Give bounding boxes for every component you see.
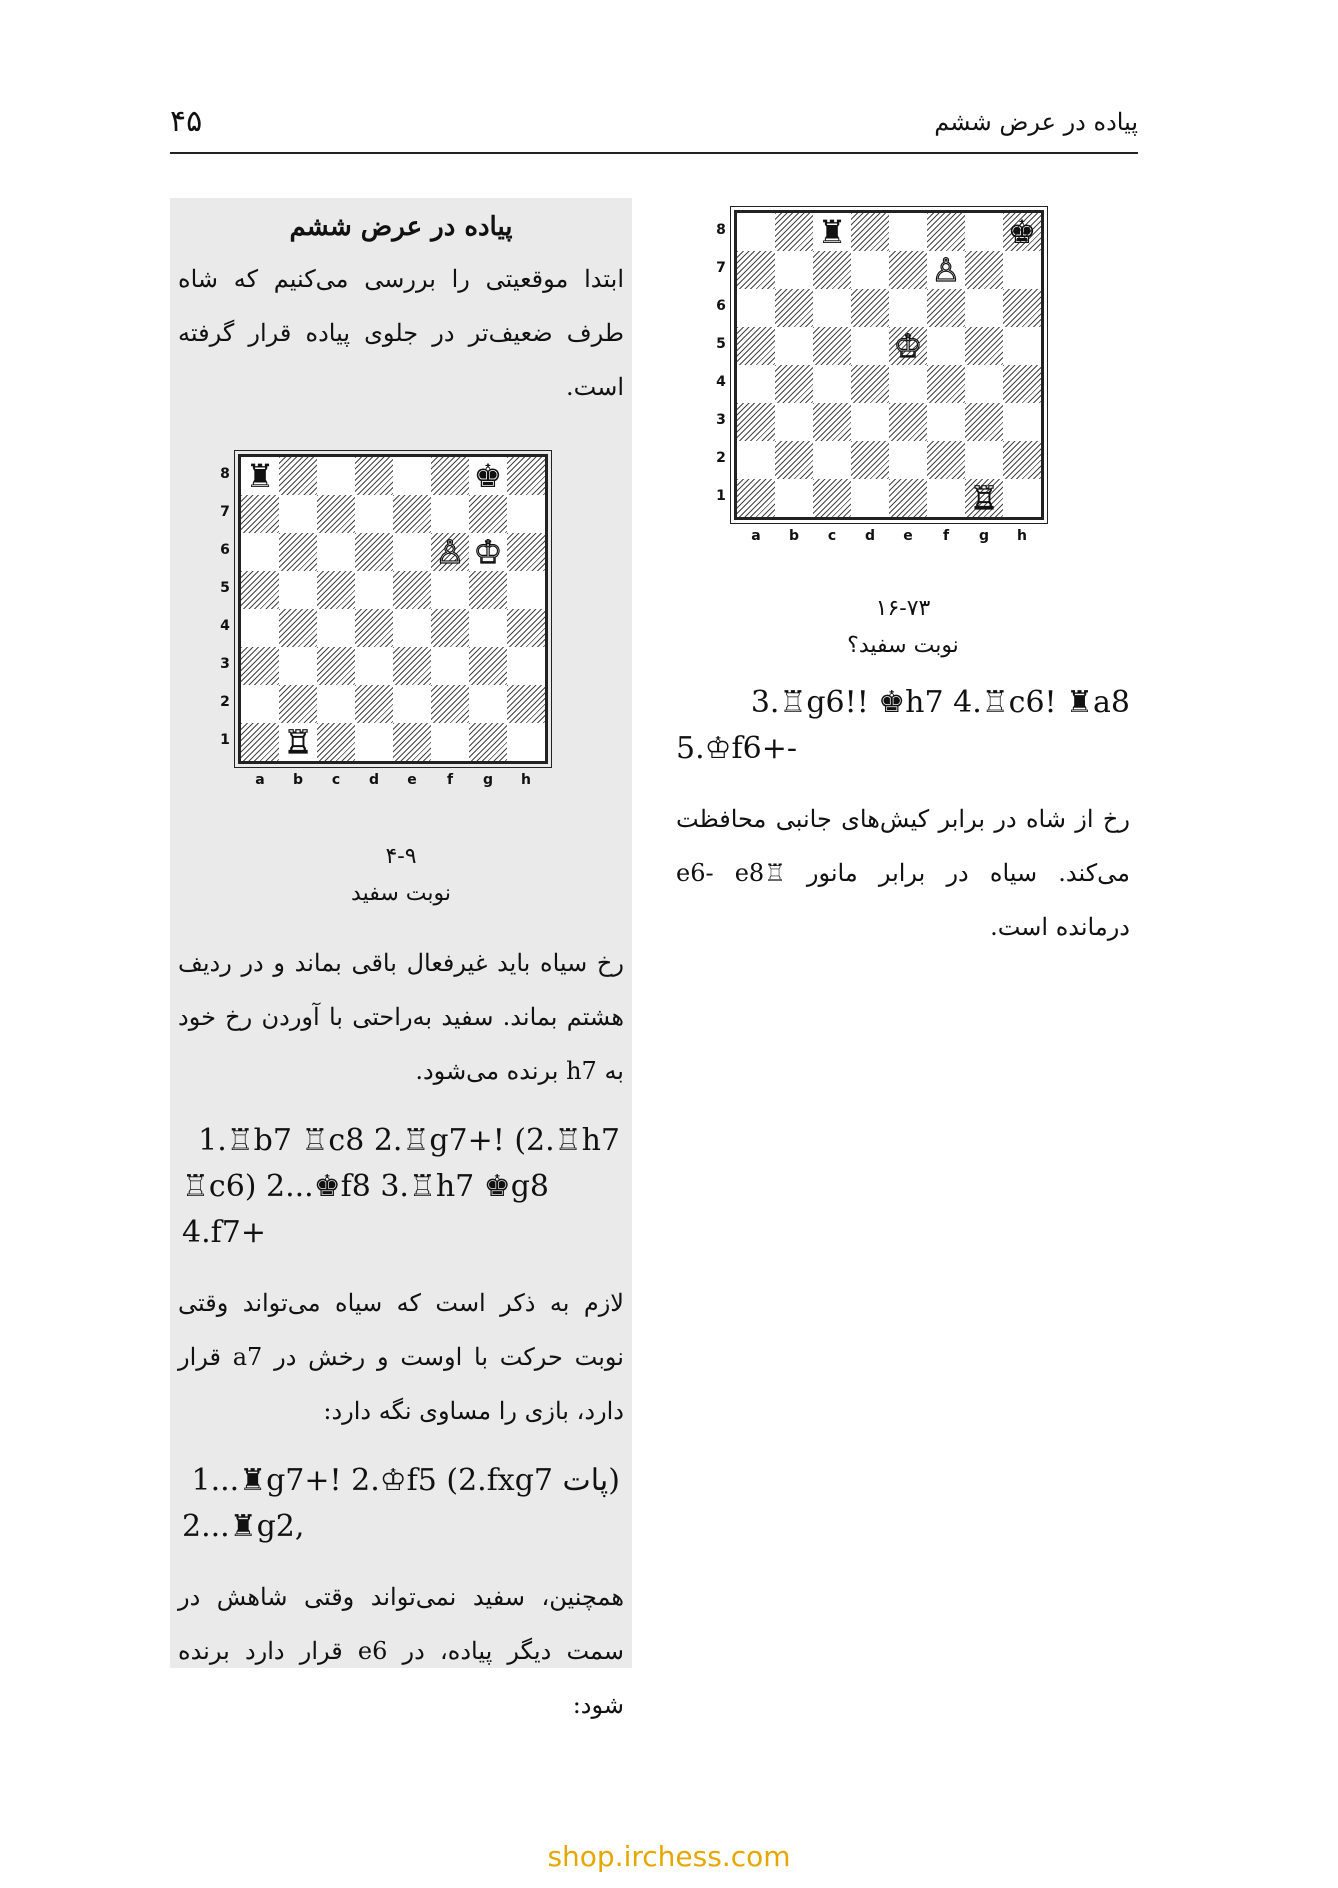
right-board-square-c2 bbox=[813, 441, 851, 479]
left-board-square-g7 bbox=[469, 495, 507, 533]
right-board-file-label: d bbox=[864, 528, 876, 544]
right-board-square-a6 bbox=[737, 289, 775, 327]
right-board-square-h1 bbox=[1003, 479, 1041, 517]
left-board-square-f5 bbox=[431, 571, 469, 609]
left-board-file-label: e bbox=[407, 772, 417, 788]
left-board-square-a6 bbox=[241, 533, 279, 571]
left-board-rank-label: 4 bbox=[220, 618, 230, 634]
right-board-square-c1 bbox=[813, 479, 851, 517]
left-board-square-c8 bbox=[317, 457, 355, 495]
right-column bbox=[668, 198, 1138, 954]
right-board-square-b5 bbox=[775, 327, 813, 365]
left-board-square-g5 bbox=[469, 571, 507, 609]
left-board-rank-label: 7 bbox=[220, 504, 230, 520]
diagram-left-number: ۴-۹ bbox=[385, 844, 417, 869]
right-board-square-a1 bbox=[737, 479, 775, 517]
right-board-rank-label: 7 bbox=[716, 260, 726, 276]
left-board-grid bbox=[238, 454, 548, 764]
right-board-square-b3 bbox=[775, 403, 813, 441]
right-board-square-f3 bbox=[927, 403, 965, 441]
right-board-square-e2 bbox=[889, 441, 927, 479]
left-board-square-b5 bbox=[279, 571, 317, 609]
left-board-square-d8 bbox=[355, 457, 393, 495]
right-board-square-h7 bbox=[1003, 251, 1041, 289]
right-board-square-c4 bbox=[813, 365, 851, 403]
right-board-rank-label: 3 bbox=[716, 412, 726, 428]
right-board-piece-white-e5: ♔ bbox=[893, 327, 923, 365]
right-board-square-f4 bbox=[927, 365, 965, 403]
left-board-rank-label: 2 bbox=[220, 694, 230, 710]
left-board-square-d1 bbox=[355, 723, 393, 761]
right-board-square-e7 bbox=[889, 251, 927, 289]
left-board-file-label: b bbox=[292, 772, 304, 788]
right-board-rank-label: 1 bbox=[716, 488, 726, 504]
left-board-file-label: g bbox=[482, 772, 494, 788]
left-board-rank-label: 5 bbox=[220, 580, 230, 596]
left-board-square-f7 bbox=[431, 495, 469, 533]
right-board-square-b2 bbox=[775, 441, 813, 479]
right-board-file-label: g bbox=[978, 528, 990, 544]
right-board-square-a2 bbox=[737, 441, 775, 479]
left-board-square-b4 bbox=[279, 609, 317, 647]
left-column bbox=[170, 198, 632, 1719]
left-board-square-c4 bbox=[317, 609, 355, 647]
section-title: پیاده در عرض ششم bbox=[289, 212, 513, 242]
right-board-square-h2 bbox=[1003, 441, 1041, 479]
left-board-square-a4 bbox=[241, 609, 279, 647]
left-board-square-a7 bbox=[241, 495, 279, 533]
moves-1-line-1: 1.♖b7 ♖c8 2.♖g7+! (2.♖h7 bbox=[198, 1123, 620, 1158]
left-board-square-g1 bbox=[469, 723, 507, 761]
left-board-square-c6 bbox=[317, 533, 355, 571]
moves-block-right bbox=[676, 680, 1130, 772]
right-board-square-e6 bbox=[889, 289, 927, 327]
left-board-file-label: d bbox=[368, 772, 380, 788]
left-board-square-f4 bbox=[431, 609, 469, 647]
right-board-square-a7 bbox=[737, 251, 775, 289]
right-board-square-b1 bbox=[775, 479, 813, 517]
left-board-square-f1 bbox=[431, 723, 469, 761]
moves-right-line-1: 3.♖g6!! ♚h7 4.♖c6! ♜a8 bbox=[750, 685, 1130, 720]
left-board-square-c7 bbox=[317, 495, 355, 533]
right-board-square-f8 bbox=[927, 213, 965, 251]
right-board-file-label: e bbox=[903, 528, 913, 544]
left-board-square-f8 bbox=[431, 457, 469, 495]
diagram-right-number: ۱۶-۷۳ bbox=[875, 596, 931, 621]
left-board-square-d7 bbox=[355, 495, 393, 533]
right-board-grid bbox=[734, 210, 1044, 520]
left-board-square-h7 bbox=[507, 495, 545, 533]
right-board-square-h3 bbox=[1003, 403, 1041, 441]
left-board-rank-label: 8 bbox=[220, 466, 230, 482]
paragraph-1: رخ سیاه باید غیرفعال باقی بماند و در ردیف هشتم بماند. سفید به‌راحتی با آوردن رخ خود به h7 برنده می‌شود. bbox=[178, 949, 624, 1085]
left-board-square-b6 bbox=[279, 533, 317, 571]
left-board-square-a3 bbox=[241, 647, 279, 685]
left-board-file-label: c bbox=[331, 772, 341, 788]
left-board-square-e4 bbox=[393, 609, 431, 647]
moves-2-line-1: 1...♜g7+! 2.♔f5 (2.fxg7 پات) bbox=[191, 1463, 620, 1498]
left-board-square-h4 bbox=[507, 609, 545, 647]
footer-site: shop.irchess.com bbox=[547, 1840, 791, 1873]
right-board-square-g3 bbox=[965, 403, 1003, 441]
right-board-square-d1 bbox=[851, 479, 889, 517]
right-board-piece-black-c8: ♜ bbox=[817, 213, 847, 251]
intro-paragraph: ابتدا موقعیتی را بررسی می‌کنیم که شاه طرف ضعیف‌تر در جلوی پیاده قرار گرفته است. bbox=[178, 265, 624, 401]
left-board-square-d2 bbox=[355, 685, 393, 723]
left-board-square-b7 bbox=[279, 495, 317, 533]
right-board-square-d6 bbox=[851, 289, 889, 327]
right-board-square-g2 bbox=[965, 441, 1003, 479]
right-board-piece-white-f7: ♙ bbox=[931, 251, 961, 289]
left-board-square-c3 bbox=[317, 647, 355, 685]
moves-block-1 bbox=[182, 1118, 620, 1256]
right-board-square-f6 bbox=[927, 289, 965, 327]
right-board-square-d5 bbox=[851, 327, 889, 365]
left-board-square-a2 bbox=[241, 685, 279, 723]
left-board-square-f3 bbox=[431, 647, 469, 685]
diagram-left bbox=[170, 454, 632, 844]
left-board-square-g3 bbox=[469, 647, 507, 685]
left-board-square-b3 bbox=[279, 647, 317, 685]
right-board-square-b8 bbox=[775, 213, 813, 251]
right-board-square-h4 bbox=[1003, 365, 1041, 403]
left-board-square-e5 bbox=[393, 571, 431, 609]
right-board-file-label: a bbox=[751, 528, 761, 544]
left-board-piece-black-a8: ♜ bbox=[245, 457, 275, 495]
left-board-square-e3 bbox=[393, 647, 431, 685]
right-board-file-label: b bbox=[788, 528, 800, 544]
left-board-square-b8 bbox=[279, 457, 317, 495]
right-board-file-label: c bbox=[827, 528, 837, 544]
right-board-square-b7 bbox=[775, 251, 813, 289]
left-board-rank-label: 6 bbox=[220, 542, 230, 558]
left-board-square-e1 bbox=[393, 723, 431, 761]
left-board-square-b2 bbox=[279, 685, 317, 723]
left-board-square-h5 bbox=[507, 571, 545, 609]
left-board-square-h3 bbox=[507, 647, 545, 685]
right-board-square-d7 bbox=[851, 251, 889, 289]
right-board-square-g6 bbox=[965, 289, 1003, 327]
left-board-rank-label: 1 bbox=[220, 732, 230, 748]
right-board-square-c7 bbox=[813, 251, 851, 289]
right-board-square-b4 bbox=[775, 365, 813, 403]
right-board-square-d3 bbox=[851, 403, 889, 441]
right-board-piece-black-h8: ♚ bbox=[1007, 213, 1037, 251]
paragraph-3: همچنین، سفید نمی‌تواند وقتی شاهش در سمت دیگر پیاده، در e6 قرار دارد برنده شود: bbox=[178, 1583, 625, 1719]
right-board-square-g4 bbox=[965, 365, 1003, 403]
left-board-piece-white-g6: ♔ bbox=[473, 533, 503, 571]
right-board-square-a8 bbox=[737, 213, 775, 251]
right-board-square-f2 bbox=[927, 441, 965, 479]
left-board-square-c5 bbox=[317, 571, 355, 609]
right-board-square-d2 bbox=[851, 441, 889, 479]
left-board-square-c2 bbox=[317, 685, 355, 723]
left-board-square-c1 bbox=[317, 723, 355, 761]
right-board-square-a5 bbox=[737, 327, 775, 365]
left-board-square-d3 bbox=[355, 647, 393, 685]
left-board-file-label: f bbox=[446, 772, 454, 788]
moves-right-line-2: 5.♔f6+- bbox=[676, 731, 797, 766]
right-board-square-d4 bbox=[851, 365, 889, 403]
moves-1-line-2: ♖c6) 2...♚f8 3.♖h7 ♚g8 4.f7+ bbox=[182, 1169, 549, 1250]
right-board-square-f1 bbox=[927, 479, 965, 517]
right-board-square-d8 bbox=[851, 213, 889, 251]
left-board-rank-label: 3 bbox=[220, 656, 230, 672]
right-board-square-e8 bbox=[889, 213, 927, 251]
running-title: پیاده در عرض ششم bbox=[934, 108, 1138, 136]
left-board-square-e6 bbox=[393, 533, 431, 571]
right-board-file-label: h bbox=[1017, 528, 1027, 544]
moves-block-2 bbox=[182, 1458, 620, 1550]
left-board-square-e8 bbox=[393, 457, 431, 495]
left-board-piece-white-b1: ♖ bbox=[283, 723, 313, 761]
right-board-rank-label: 8 bbox=[716, 222, 726, 238]
right-board-square-h6 bbox=[1003, 289, 1041, 327]
left-board-piece-white-f6: ♙ bbox=[435, 533, 465, 571]
page-number: ۴۵ bbox=[170, 104, 203, 139]
paragraph-right: رخ از شاه در برابر کیش‌های جانبی محافظت می‌کند. سیاه در برابر مانور ♖e6- e8 درمانده است. bbox=[676, 805, 1131, 941]
right-board-piece-white-g1: ♖ bbox=[969, 479, 999, 517]
right-board-square-a3 bbox=[737, 403, 775, 441]
diagram-left-caption: نوبت سفید bbox=[351, 881, 451, 906]
left-board-square-e2 bbox=[393, 685, 431, 723]
left-board-square-h8 bbox=[507, 457, 545, 495]
right-board-square-b6 bbox=[775, 289, 813, 327]
right-board-square-c5 bbox=[813, 327, 851, 365]
right-board-rank-label: 4 bbox=[716, 374, 726, 390]
right-board-rank-label: 6 bbox=[716, 298, 726, 314]
left-board-file-label: h bbox=[521, 772, 531, 788]
right-board-file-label: f bbox=[942, 528, 950, 544]
diagram-right-caption: نوبت سفید؟ bbox=[847, 633, 959, 658]
left-board-square-e7 bbox=[393, 495, 431, 533]
right-board-square-f5 bbox=[927, 327, 965, 365]
left-board-square-h2 bbox=[507, 685, 545, 723]
right-board-square-e4 bbox=[889, 365, 927, 403]
right-board-square-c6 bbox=[813, 289, 851, 327]
left-board-square-f2 bbox=[431, 685, 469, 723]
right-board-square-a4 bbox=[737, 365, 775, 403]
left-board-square-h6 bbox=[507, 533, 545, 571]
right-board-rank-label: 5 bbox=[716, 336, 726, 352]
left-board-piece-black-g8: ♚ bbox=[473, 457, 503, 495]
header-rule bbox=[170, 152, 1138, 154]
left-board-square-g2 bbox=[469, 685, 507, 723]
right-board-square-e3 bbox=[889, 403, 927, 441]
right-board-rank-label: 2 bbox=[716, 450, 726, 466]
moves-2-line-2: 2...♜g2, bbox=[182, 1509, 305, 1544]
right-board-square-c3 bbox=[813, 403, 851, 441]
right-board-square-g5 bbox=[965, 327, 1003, 365]
left-board-file-label: a bbox=[255, 772, 265, 788]
right-board-square-h5 bbox=[1003, 327, 1041, 365]
left-board-square-a1 bbox=[241, 723, 279, 761]
right-board-square-g8 bbox=[965, 213, 1003, 251]
right-board-square-e1 bbox=[889, 479, 927, 517]
left-board-square-d5 bbox=[355, 571, 393, 609]
left-board-square-a5 bbox=[241, 571, 279, 609]
diagram-right bbox=[668, 210, 1138, 570]
paragraph-2: لازم به ذکر است که سیاه می‌تواند وقتی نوبت حرکت با اوست و رخش در a7 قرار دارد، بازی را مساوی نگه دارد: bbox=[178, 1289, 624, 1425]
left-board-square-d6 bbox=[355, 533, 393, 571]
left-board-square-g4 bbox=[469, 609, 507, 647]
left-board-square-d4 bbox=[355, 609, 393, 647]
left-board-square-h1 bbox=[507, 723, 545, 761]
right-board-square-g7 bbox=[965, 251, 1003, 289]
